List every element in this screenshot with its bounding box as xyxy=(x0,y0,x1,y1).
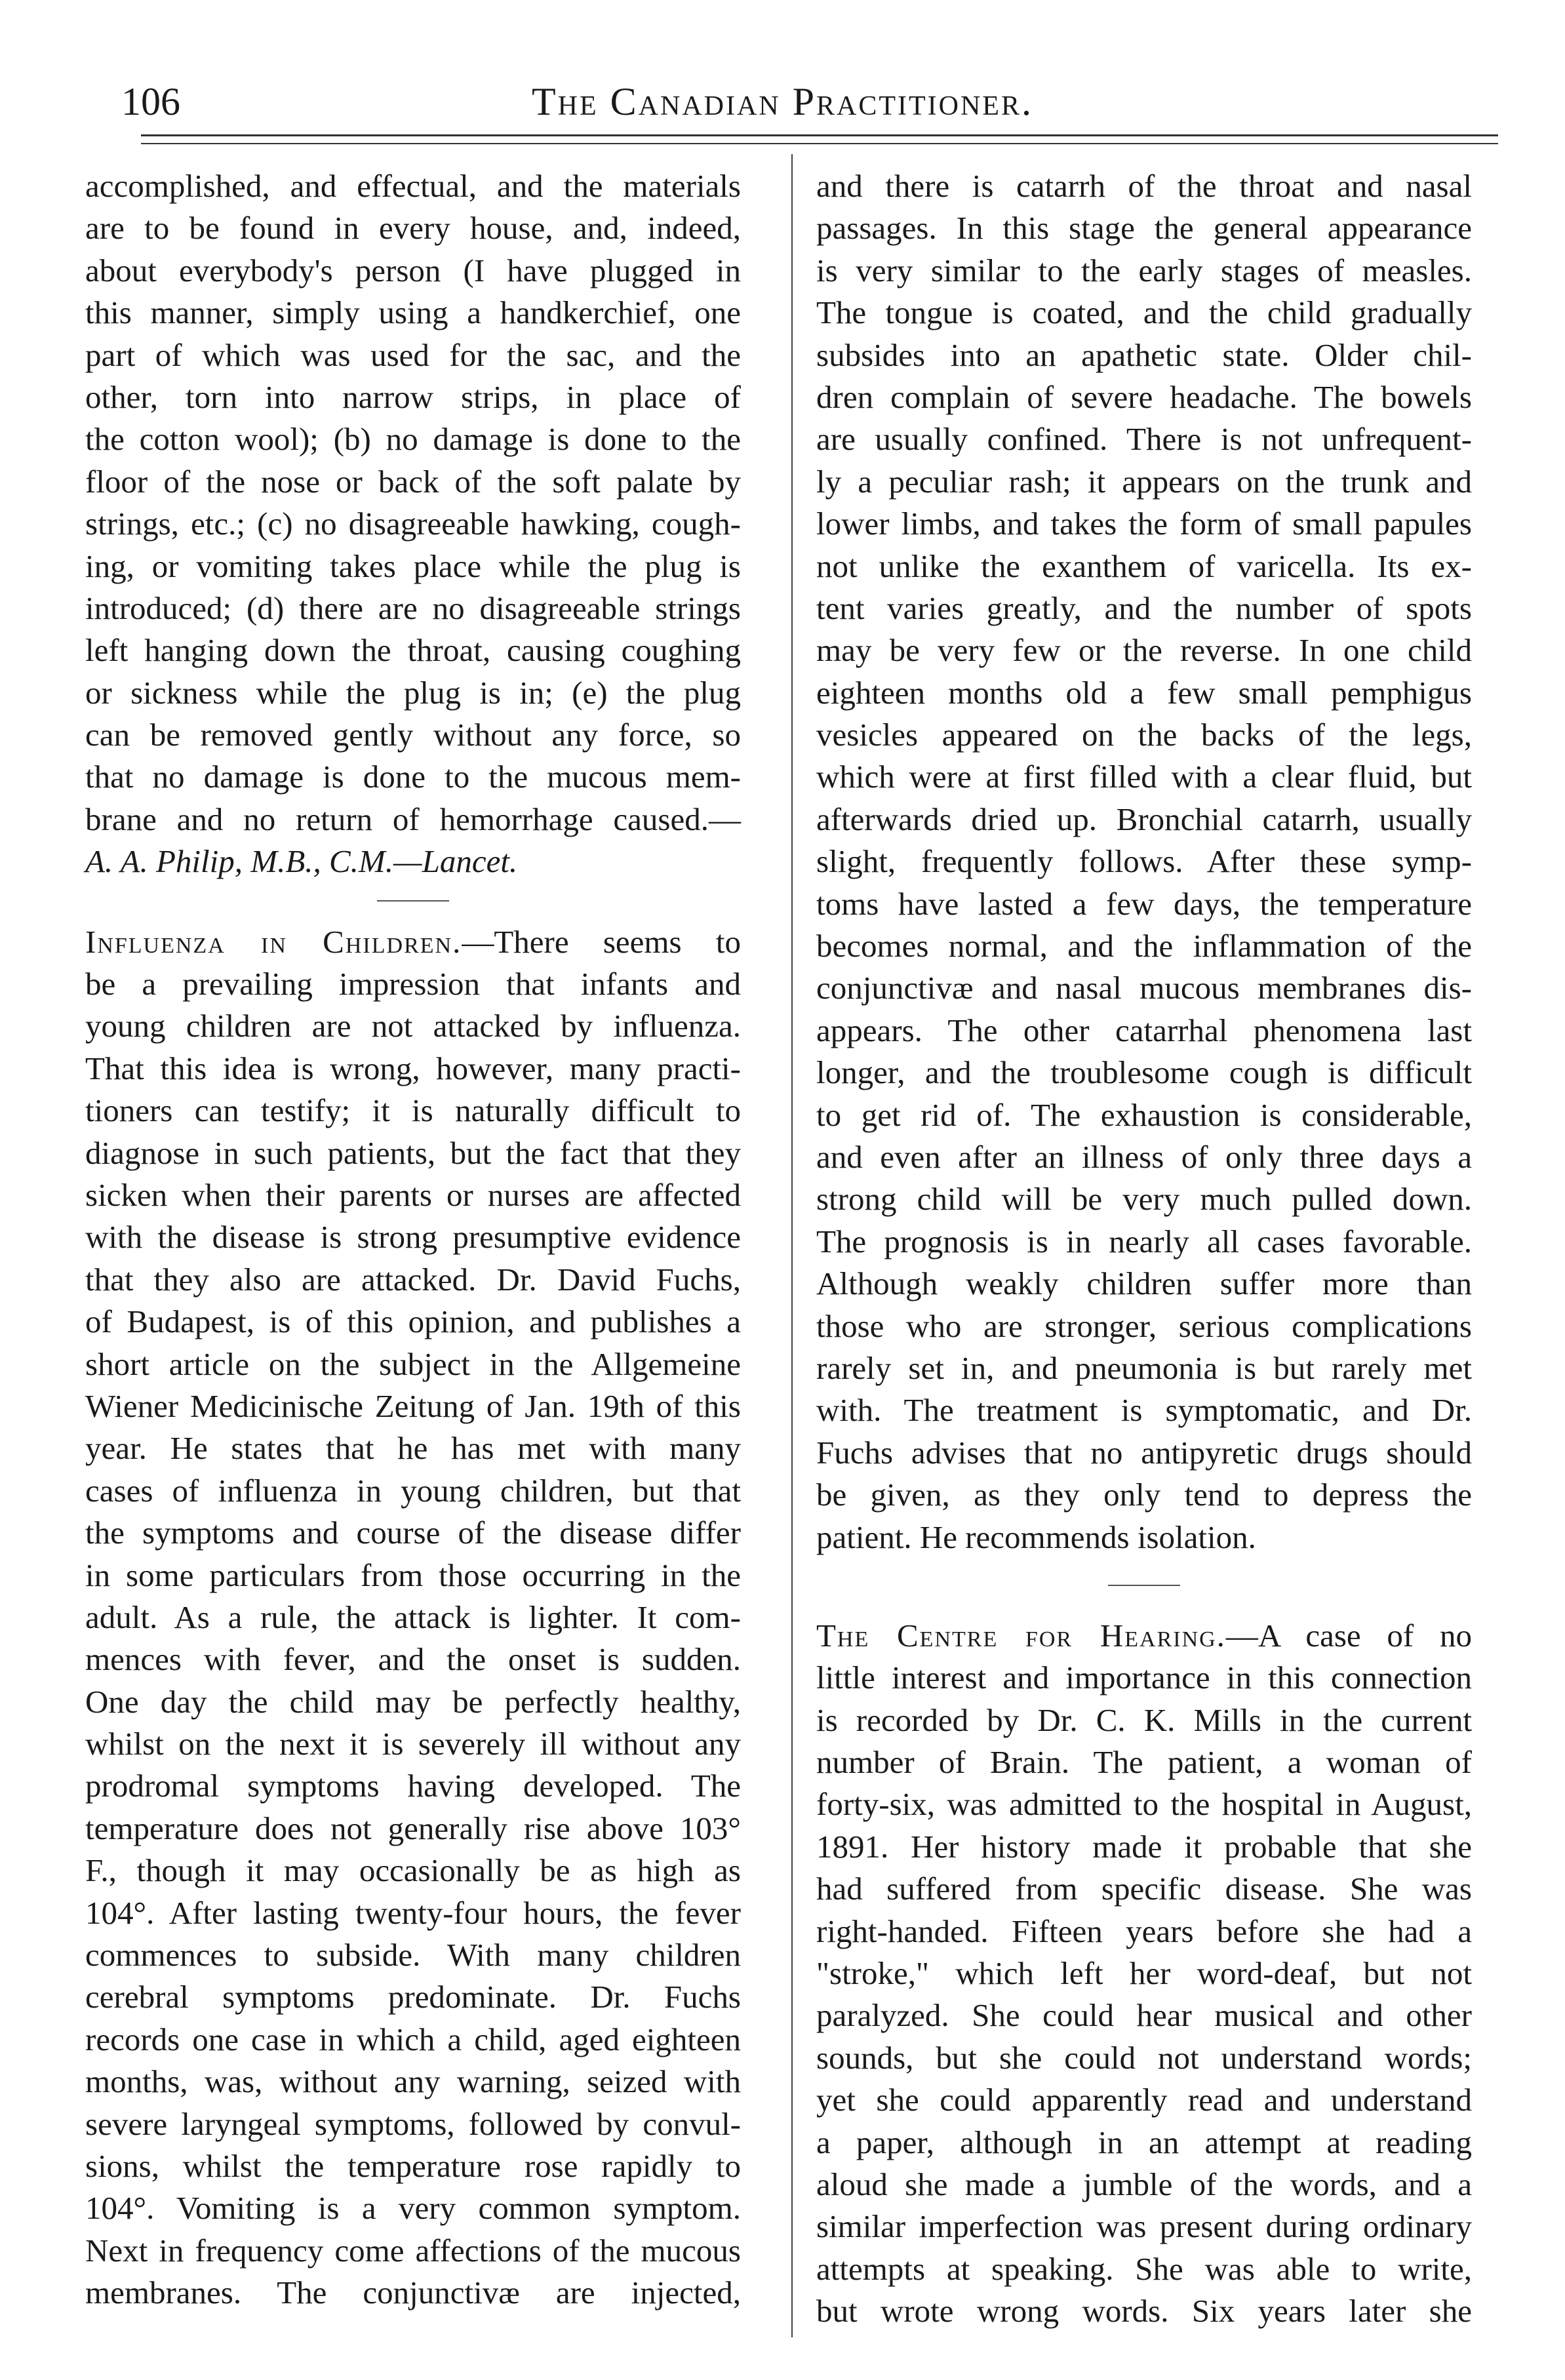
text-line: short article on the subject in the Allgemeine xyxy=(85,1345,741,1382)
text-line: strong child will be very much pulled down. xyxy=(816,1181,1472,1218)
text-line: but wrote wrong words. Six years later she xyxy=(816,2293,1472,2330)
text-line: records one case in which a child, aged eighteen xyxy=(85,2021,741,2057)
text-line: The prognosis is in nearly all cases favorable. xyxy=(816,1223,1472,1259)
text-line: diagnose in such patients, but the fact that they xyxy=(85,1134,741,1171)
text-line: paralyzed. She could hear musical and other xyxy=(816,1997,1472,2034)
text-line: young children are not attacked by influenza. xyxy=(85,1008,741,1044)
text-line: left hanging down the throat, causing coughing xyxy=(85,632,741,669)
text-line: year. He states that he has met with many xyxy=(85,1430,741,1467)
text-line: is recorded by Dr. C. K. Mills in the current xyxy=(816,1701,1472,1738)
text-line: is very similar to the early stages of measles. xyxy=(816,252,1472,288)
text-line: becomes normal, and the inflammation of the xyxy=(816,928,1472,964)
text-line: those who are stronger, serious complications xyxy=(816,1307,1472,1344)
text-line: may be very few or the reverse. In one child xyxy=(816,632,1472,669)
text-line: prodromal symptoms having developed. The xyxy=(85,1768,741,1804)
text-line: be given, as they only tend to depress the xyxy=(816,1477,1472,1513)
text-line: with. The treatment is symptomatic, and Dr. xyxy=(816,1392,1472,1429)
text-line: afterwards dried up. Bronchial catarrh, usually xyxy=(816,801,1472,837)
text-line: 104°. After lasting twenty-four hours, the fever xyxy=(85,1894,741,1931)
text-line: passages. In this stage the general appearance xyxy=(816,210,1472,247)
text-line: attempts at speaking. She was able to write, xyxy=(816,2250,1472,2287)
text-line: dren complain of severe headache. The bowels xyxy=(816,378,1472,415)
page-number: 106 xyxy=(121,80,180,123)
text-line: be a prevailing impression that infants and xyxy=(85,966,741,1002)
text-line: longer, and the troublesome cough is difficult xyxy=(816,1054,1472,1091)
text-line: commences to subside. With many children xyxy=(85,1937,741,1973)
text-line: vesicles appeared on the backs of the legs, xyxy=(816,717,1472,753)
text-line: temperature does not generally rise above 103° xyxy=(85,1810,741,1846)
right-column xyxy=(816,165,1472,2333)
paragraph-influenza-continued xyxy=(816,165,1472,1558)
text-line: 104°. Vomiting is a very common symptom. xyxy=(85,2190,741,2227)
text-line: "stroke," which left her word-deaf, but not xyxy=(816,1955,1472,1992)
text-line: tioners can testify; it is naturally difficult to xyxy=(85,1092,741,1129)
text-line: to get rid of. The exhaustion is considerable, xyxy=(816,1096,1472,1133)
text-line: a paper, although in an attempt at reading xyxy=(816,2124,1472,2160)
left-column xyxy=(85,165,741,2314)
text-line: conjunctivæ and nasal mucous membranes dis- xyxy=(816,970,1472,1006)
text-line: tent varies greatly, and the number of spots xyxy=(816,589,1472,626)
text-line: Next in frequency come affections of the mucous xyxy=(85,2232,741,2269)
text-line: severe laryngeal symptoms, followed by convul- xyxy=(85,2105,741,2142)
section-heading-influenza: Influenza in Children. xyxy=(85,923,462,960)
text-line: patient. He recommends isolation. xyxy=(816,1518,1256,1555)
text-line: aloud she made a jumble of the words, and a xyxy=(816,2166,1472,2202)
text-line: appears. The other catarrhal phenomena last xyxy=(816,1012,1472,1048)
text-line: whilst on the next it is severely ill without any xyxy=(85,1726,741,1762)
text-line: That this idea is wrong, however, many practi- xyxy=(85,1050,741,1086)
text-line: subsides into an apathetic state. Older chil- xyxy=(816,336,1472,373)
text-line: adult. As a rule, the attack is lighter. It com- xyxy=(85,1598,741,1635)
text-line: not unlike the exanthem of varicella. Its ex- xyxy=(816,547,1472,584)
text-line: mences with fever, and the onset is sudden. xyxy=(85,1641,741,1678)
text-line: other, torn into narrow strips, in place of xyxy=(85,378,741,415)
text-line: and there is catarrh of the throat and nasal xyxy=(816,168,1472,204)
text-line: are usually confined. There is not unfrequent- xyxy=(816,421,1472,458)
text-line xyxy=(85,921,741,963)
text-line: ly a peculiar rash; it appears on the trunk and xyxy=(816,463,1472,500)
text-line: sions, whilst the temperature rose rapidly to xyxy=(85,2147,741,2184)
text-line: the symptoms and course of the disease differ xyxy=(85,1515,741,1551)
text-line: 1891. Her history made it probable that she xyxy=(816,1828,1472,1865)
text-line: cerebral symptoms predominate. Dr. Fuchs xyxy=(85,1979,741,2015)
paragraph-centre-for-hearing xyxy=(816,1615,1472,2333)
running-title: The Canadian Practitioner. xyxy=(532,80,1033,123)
text-line: the cotton wool); (b) no damage is done to the xyxy=(85,421,741,458)
text-line: Wiener Medicinische Zeitung of Jan. 19th of this xyxy=(85,1387,741,1424)
text-line: little interest and importance in this connection xyxy=(816,1659,1472,1696)
text-line xyxy=(816,1615,1472,1657)
text-line: forty-six, was admitted to the hospital in August, xyxy=(816,1786,1472,1823)
text-line: rarely set in, and pneumonia is but rarely met xyxy=(816,1349,1472,1386)
text-line: or sickness while the plug is in; (e) the plug xyxy=(85,674,741,711)
text-line: yet she could apparently read and understand xyxy=(816,2082,1472,2118)
text-line: Fuchs advises that no antipyretic drugs should xyxy=(816,1434,1472,1471)
text-line: had suffered from specific disease. She was xyxy=(816,1871,1472,1907)
text-line: about everybody's person (I have plugged in xyxy=(85,252,741,288)
text-line: Although weakly children suffer more than xyxy=(816,1265,1472,1302)
text-line: introduced; (d) there are no disagreeable strings xyxy=(85,589,741,626)
text-fragment: —A case of no xyxy=(1225,1617,1472,1654)
text-line: part of which was used for the sac, and the xyxy=(85,336,741,373)
section-heading-hearing: The Centre for Hearing. xyxy=(816,1617,1226,1654)
text-line: similar imperfection was present during ordinary xyxy=(816,2208,1472,2245)
text-line: are to be found in every house, and, indeed, xyxy=(85,210,741,247)
text-line: eighteen months old a few small pemphigus xyxy=(816,674,1472,711)
text-line: and even after an illness of only three days a xyxy=(816,1138,1472,1175)
text-line: that they also are attacked. Dr. David Fuchs, xyxy=(85,1261,741,1298)
text-line: F., though it may occasionally be as high as xyxy=(85,1852,741,1889)
header-rule xyxy=(141,134,1498,136)
text-line: that no damage is done to the mucous mem- xyxy=(85,759,741,795)
text-line: in some particulars from those occurring in the xyxy=(85,1557,741,1593)
text-line: lower limbs, and takes the form of small papules xyxy=(816,506,1472,542)
text-line: this manner, simply using a handkerchief, one xyxy=(85,294,741,331)
text-line: floor of the nose or back of the soft palate by xyxy=(85,463,741,500)
text-line: strings, etc.; (c) no disagreeable hawking, cough- xyxy=(85,506,741,542)
page-header xyxy=(0,72,1565,131)
section-separator xyxy=(1108,1585,1180,1586)
text-line: sounds, but she could not understand words; xyxy=(816,2039,1472,2076)
text-line: The tongue is coated, and the child gradually xyxy=(816,294,1472,331)
text-line: which were at first filled with a clear fluid, but xyxy=(816,759,1472,795)
text-line: accomplished, and effectual, and the materials xyxy=(85,168,741,204)
text-line: months, was, without any warning, seized with xyxy=(85,2063,741,2100)
text-fragment: —There seems to xyxy=(462,923,741,960)
text-line: cases of influenza in young children, but that xyxy=(85,1472,741,1509)
paragraph-influenza xyxy=(85,921,741,2314)
paragraph-plugging-method xyxy=(85,165,741,883)
text-line: ing, or vomiting takes place while the plug is xyxy=(85,547,741,584)
section-separator xyxy=(377,900,449,902)
header-rule-thin xyxy=(141,143,1498,144)
text-line: can be removed gently without any force, so xyxy=(85,717,741,753)
text-line: with the disease is strong presumptive evidence xyxy=(85,1219,741,1256)
column-divider xyxy=(791,154,793,2337)
text-line: right-handed. Fifteen years before she had a xyxy=(816,1913,1472,1949)
text-line: sicken when their parents or nurses are affected xyxy=(85,1176,741,1213)
text-line: brane and no return of hemorrhage caused.— xyxy=(85,801,741,837)
text-line: membranes. The conjunctivæ are injected, xyxy=(85,2274,741,2311)
text-line: slight, frequently follows. After these symp- xyxy=(816,843,1472,880)
text-line: One day the child may be perfectly healthy, xyxy=(85,1683,741,1720)
text-line: toms have lasted a few days, the temperature xyxy=(816,885,1472,922)
text-line: of Budapest, is of this opinion, and publishes a xyxy=(85,1303,741,1340)
citation-line: A. A. Philip, M.B., C.M.—Lancet. xyxy=(85,843,518,880)
text-line: number of Brain. The patient, a woman of xyxy=(816,1744,1472,1781)
